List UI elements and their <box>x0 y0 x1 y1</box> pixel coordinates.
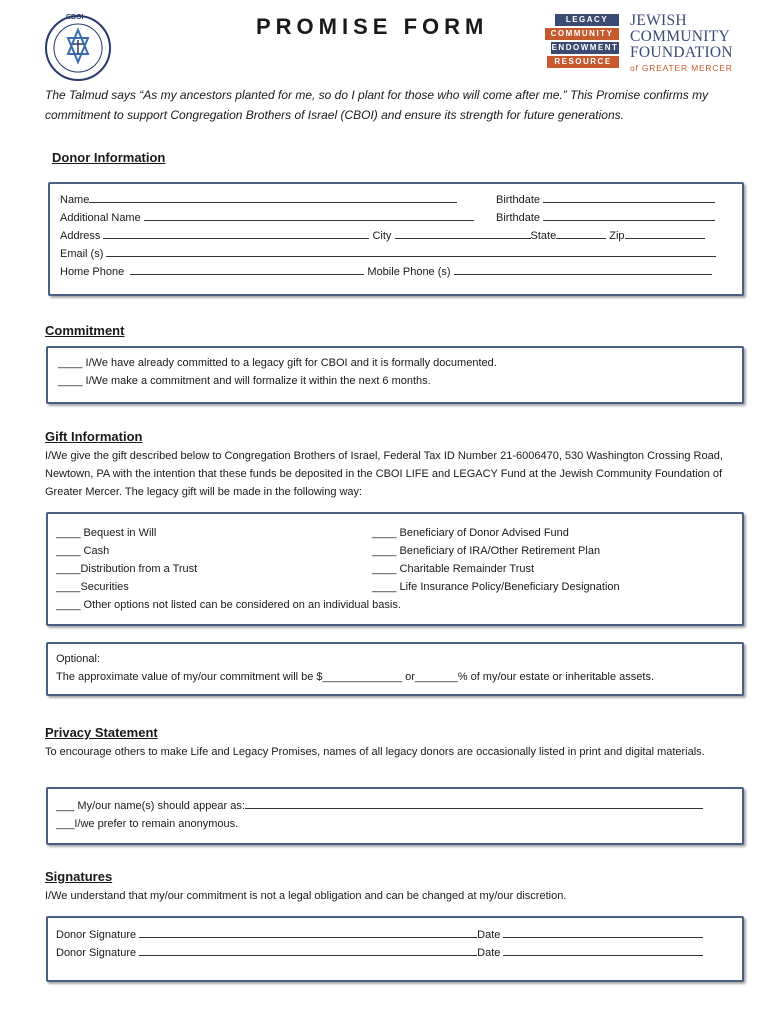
gift-option-bequest[interactable]: ____ Bequest in Will <box>56 527 157 539</box>
email-line <box>106 246 716 257</box>
email-label: Email (s) <box>60 248 104 260</box>
signatures-heading: Signatures <box>45 869 113 884</box>
gift-option-cash[interactable]: ____ Cash <box>56 545 110 557</box>
email-field[interactable] <box>60 246 716 260</box>
birthdate-line <box>543 192 715 203</box>
page-title: PROMISE FORM <box>256 14 489 39</box>
privacy-appear-as-label: ___ My/our name(s) should appear as: <box>56 800 245 812</box>
gift-option-securities[interactable]: ____Securities <box>56 581 129 593</box>
commitment-box <box>46 346 744 404</box>
home-phone-line <box>130 264 364 275</box>
phone-fields[interactable] <box>60 264 712 278</box>
cboi-logo-text: CBOI <box>66 14 84 21</box>
zip-label: Zip <box>609 230 625 242</box>
privacy-statement-paragraph: To encourage others to make Life and Legacy Promises, names of all legacy donors are occasionally listed in print and digital materials. <box>45 746 705 758</box>
additional-name-line <box>144 210 474 221</box>
lcer-logo-line: LEGACY <box>555 14 619 26</box>
address-label: Address <box>60 230 101 242</box>
jcf-logo-line: JEWISH <box>630 12 687 29</box>
home-phone-label: Home Phone <box>60 266 125 278</box>
jcf-logo-line: of GREATER MERCER <box>630 63 733 73</box>
city-line <box>395 228 531 239</box>
donor-signature-1[interactable] <box>56 927 703 941</box>
commitment-option-documented[interactable]: ____ I/We have already committed to a legacy gift for CBOI and it is formally documented. <box>58 357 497 369</box>
donor-information-box <box>48 182 744 296</box>
date-line <box>503 927 703 938</box>
commitment-heading: Commitment <box>45 323 125 338</box>
address-field[interactable] <box>60 228 705 242</box>
donor-signature-label: Donor Signature <box>56 929 137 941</box>
birthdate-2-field[interactable] <box>496 210 715 224</box>
additional-name-label: Additional Name <box>60 212 141 224</box>
privacy-appear-as-line <box>245 798 703 809</box>
additional-name-field[interactable] <box>60 210 474 224</box>
gift-options-box <box>46 512 744 626</box>
donor-signature-line <box>139 945 477 956</box>
intro-quote: The Talmud says “As my ancestors planted for me, so do I plant for those who will come after me.” This Promise confirms my commitment to support Congregation Brothers of Israel (CBOI) and ensure its strength for future generations. <box>45 88 709 122</box>
donor-signature-line <box>139 927 477 938</box>
gift-information-heading: Gift Information <box>45 429 143 444</box>
privacy-statement-heading: Privacy Statement <box>45 725 158 740</box>
donor-information-heading: Donor Information <box>52 150 166 165</box>
lcer-logo-line: RESOURCE <box>547 56 619 68</box>
commitment-option-formalize[interactable]: ____ I/We make a commitment and will formalize it within the next 6 months. <box>58 375 431 387</box>
gift-option-charitable-remainder-trust[interactable]: ____ Charitable Remainder Trust <box>372 563 535 575</box>
zip-line <box>625 228 705 239</box>
gift-option-ira[interactable]: ____ Beneficiary of IRA/Other Retirement Plan <box>372 545 601 557</box>
name-label: Name <box>60 194 90 206</box>
birthdate-label: Birthdate <box>496 194 541 206</box>
cboi-logo <box>44 14 112 82</box>
optional-value-box <box>46 642 744 696</box>
donor-signature-2[interactable] <box>56 945 703 959</box>
date-line <box>503 945 703 956</box>
lcer-logo-line: ENDOWMENT <box>551 43 619 52</box>
mobile-phone-label: Mobile Phone (s) <box>367 266 451 278</box>
birthdate-2-line <box>543 210 715 221</box>
jcf-logo-line: FOUNDATION <box>630 44 733 61</box>
legacy-community-endowment-resource-logo <box>545 14 619 70</box>
donor-signature-label: Donor Signature <box>56 947 137 959</box>
birthdate-2-label: Birthdate <box>496 212 541 224</box>
name-line <box>89 192 457 203</box>
signatures-paragraph: I/We understand that my/our commitment is not a legal obligation and can be changed at my/our discretion. <box>45 890 567 902</box>
signatures-box <box>46 916 744 982</box>
name-field[interactable] <box>60 192 457 206</box>
gift-option-life-insurance[interactable]: ____ Life Insurance Policy/Beneficiary Designation <box>372 581 620 593</box>
privacy-option-anonymous[interactable]: ___I/we prefer to remain anonymous. <box>56 818 239 830</box>
address-line <box>103 228 369 239</box>
gift-option-trust-distribution[interactable]: ____Distribution from a Trust <box>56 563 198 575</box>
optional-value-field[interactable]: The approximate value of my/our commitment will be $_____________ or_______% of my/our estate or inheritable assets. <box>56 671 655 683</box>
date-label: Date <box>477 947 501 959</box>
privacy-option-appear-as[interactable] <box>56 798 703 812</box>
gift-information-paragraph: I/We give the gift described below to Congregation Brothers of Israel, Federal Tax ID Number 21-6006470, 530 Washington Crossing Road, Newtown, PA with the intention that these funds be deposited in the CBOI LIFE and LEGACY Fund at the Jewish Community Foundation of Greater Mercer. The legacy gift will be made in the following way: <box>45 450 723 498</box>
city-label: City <box>372 230 392 242</box>
lcer-logo-line: COMMUNITY <box>545 28 619 40</box>
birthdate-field[interactable] <box>496 192 715 206</box>
date-label: Date <box>477 929 501 941</box>
jewish-community-foundation-logo <box>630 13 750 73</box>
gift-option-donor-advised-fund[interactable]: ____ Beneficiary of Donor Advised Fund <box>372 527 569 539</box>
jcf-logo-line: COMMUNITY <box>630 28 731 45</box>
state-label: State <box>530 230 557 242</box>
state-line <box>556 228 606 239</box>
optional-label: Optional: <box>56 653 101 665</box>
gift-option-other[interactable]: ____ Other options not listed can be considered on an individual basis. <box>56 599 401 611</box>
mobile-phone-line <box>454 264 712 275</box>
privacy-options-box <box>46 787 744 845</box>
